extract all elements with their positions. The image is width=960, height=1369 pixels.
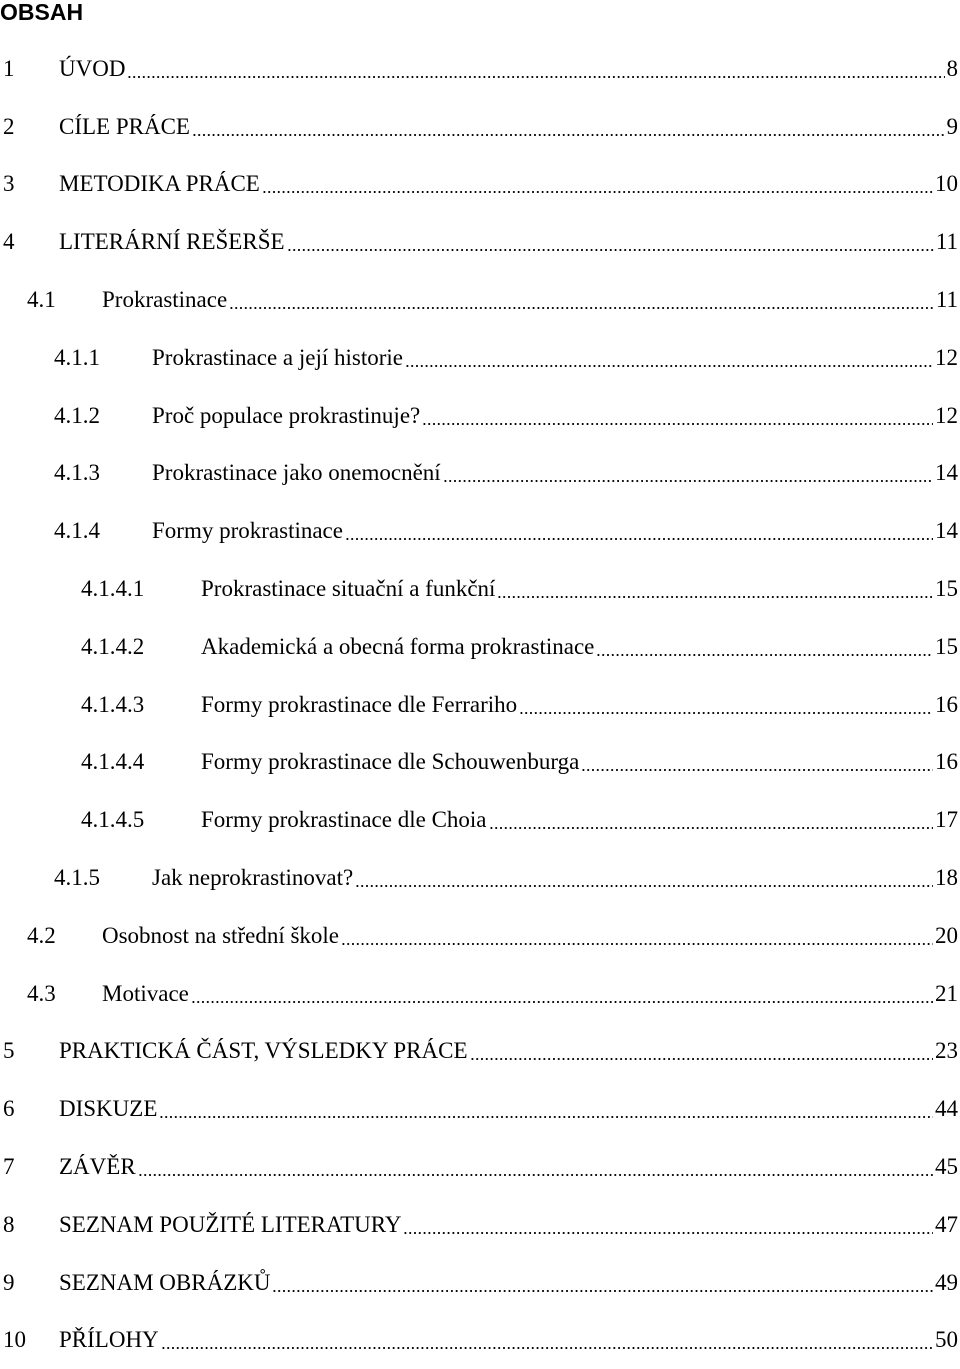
dot-leader bbox=[443, 459, 933, 487]
toc-entry-number: 4.2 bbox=[27, 922, 56, 948]
toc-entry-title: Formy prokrastinace dle Ferrariho bbox=[201, 691, 518, 717]
toc-entry-page-number: 47 bbox=[935, 1211, 958, 1237]
toc-entry-title: SEZNAM POUŽITÉ LITERATURY bbox=[59, 1211, 402, 1237]
toc-entry-page-number: 11 bbox=[935, 229, 958, 255]
toc-entry[interactable] bbox=[0, 329, 960, 387]
toc-entry-title: Formy prokrastinace dle Schouwenburga bbox=[201, 749, 580, 775]
toc-entry[interactable] bbox=[0, 907, 960, 965]
toc-entry-page-number: 18 bbox=[935, 865, 958, 891]
toc-entry[interactable] bbox=[0, 734, 960, 792]
toc-entry[interactable] bbox=[0, 849, 960, 907]
dot-leader bbox=[272, 1269, 933, 1297]
dot-leader bbox=[345, 517, 933, 545]
toc-entry-title: ÚVOD bbox=[59, 55, 126, 81]
toc-entry-title: Prokrastinace situační a funkční bbox=[201, 576, 496, 602]
toc-entry-title: Formy prokrastinace bbox=[152, 518, 343, 544]
toc-entry-page-number: 50 bbox=[935, 1327, 958, 1353]
toc-entry-title: Motivace bbox=[102, 980, 189, 1006]
dot-leader bbox=[138, 1153, 933, 1181]
toc-entry-page-number: 14 bbox=[935, 518, 958, 544]
toc-entry-number: 4.1.4.1 bbox=[81, 576, 145, 602]
toc-entry-page-number: 23 bbox=[935, 1038, 958, 1064]
dot-leader bbox=[497, 575, 933, 603]
toc-entry-number: 4.1.2 bbox=[54, 402, 100, 428]
toc-entry[interactable] bbox=[0, 98, 960, 156]
toc-entry[interactable] bbox=[0, 156, 960, 214]
toc-entry-number: 4.1 bbox=[27, 287, 56, 313]
toc-entry-number: 4.1.4.3 bbox=[81, 691, 145, 717]
toc-entry-number: 8 bbox=[3, 1211, 15, 1237]
toc-entry[interactable] bbox=[0, 1080, 960, 1138]
toc-entry[interactable] bbox=[0, 502, 960, 560]
dot-leader bbox=[519, 691, 933, 719]
toc-entry[interactable] bbox=[0, 618, 960, 676]
toc-entry-title: Jak neprokrastinovat? bbox=[152, 865, 354, 891]
toc-entry[interactable] bbox=[0, 965, 960, 1023]
toc-entry-title: PŘÍLOHY bbox=[59, 1327, 159, 1353]
toc-entry-number: 5 bbox=[3, 1038, 15, 1064]
table-of-contents bbox=[0, 40, 960, 1369]
toc-entry-title: ZÁVĚR bbox=[59, 1154, 136, 1180]
dot-leader bbox=[489, 806, 933, 834]
dot-leader bbox=[262, 170, 933, 198]
toc-entry[interactable] bbox=[0, 791, 960, 849]
toc-entry-number: 4.1.1 bbox=[54, 344, 100, 370]
dot-leader bbox=[287, 228, 934, 256]
toc-entry[interactable] bbox=[0, 1138, 960, 1196]
toc-entry-number: 4.1.4.4 bbox=[81, 749, 145, 775]
toc-entry-page-number: 21 bbox=[935, 980, 958, 1006]
dot-leader bbox=[229, 286, 934, 314]
toc-entry-title: SEZNAM OBRÁZKŮ bbox=[59, 1269, 271, 1295]
toc-heading: OBSAH bbox=[0, 0, 84, 25]
toc-entry-number: 4.1.5 bbox=[54, 865, 100, 891]
toc-entry-title: METODIKA PRÁCE bbox=[59, 171, 260, 197]
toc-entry-page-number: 14 bbox=[935, 460, 958, 486]
toc-entry[interactable] bbox=[0, 40, 960, 98]
toc-entry-title: DISKUZE bbox=[59, 1096, 158, 1122]
dot-leader bbox=[161, 1326, 933, 1354]
dot-leader bbox=[470, 1037, 933, 1065]
toc-entry-number: 7 bbox=[3, 1154, 15, 1180]
toc-entry[interactable] bbox=[0, 676, 960, 734]
toc-entry-page-number: 10 bbox=[935, 171, 958, 197]
toc-entry-number: 4.1.4.5 bbox=[81, 807, 145, 833]
toc-entry-number: 4 bbox=[3, 229, 15, 255]
dot-leader bbox=[403, 1211, 933, 1239]
toc-entry[interactable] bbox=[0, 445, 960, 503]
toc-entry-page-number: 44 bbox=[935, 1096, 958, 1122]
toc-entry-title: CÍLE PRÁCE bbox=[59, 113, 190, 139]
toc-entry[interactable] bbox=[0, 560, 960, 618]
toc-entry-number: 2 bbox=[3, 113, 15, 139]
toc-entry-number: 6 bbox=[3, 1096, 15, 1122]
toc-entry[interactable] bbox=[0, 271, 960, 329]
toc-entry-page-number: 15 bbox=[935, 576, 958, 602]
dot-leader bbox=[192, 113, 945, 141]
toc-entry-title: Prokrastinace a její historie bbox=[152, 344, 404, 370]
toc-entry-page-number: 16 bbox=[935, 749, 958, 775]
toc-entry-page-number: 12 bbox=[935, 344, 958, 370]
toc-entry-page-number: 20 bbox=[935, 922, 958, 948]
dot-leader bbox=[422, 402, 933, 430]
toc-entry-page-number: 8 bbox=[946, 55, 958, 81]
dot-leader bbox=[127, 55, 944, 83]
toc-entry-title: Akademická a obecná forma prokrastinace bbox=[201, 633, 595, 659]
toc-entry-number: 4.1.4.2 bbox=[81, 633, 145, 659]
toc-entry-title: Prokrastinace bbox=[102, 287, 228, 313]
toc-entry-title: Prokrastinace jako onemocnění bbox=[152, 460, 441, 486]
toc-entry-number: 3 bbox=[3, 171, 15, 197]
toc-entry-title: Formy prokrastinace dle Choia bbox=[201, 807, 487, 833]
toc-entry-page-number: 9 bbox=[946, 113, 958, 139]
dot-leader bbox=[341, 922, 933, 950]
toc-entry[interactable] bbox=[0, 387, 960, 445]
dot-leader bbox=[159, 1095, 933, 1123]
toc-entry-title: Osobnost na střední škole bbox=[102, 922, 340, 948]
toc-entry-page-number: 12 bbox=[935, 402, 958, 428]
toc-entry[interactable] bbox=[0, 1254, 960, 1312]
toc-entry-title: Proč populace prokrastinuje? bbox=[152, 402, 421, 428]
toc-entry-page-number: 11 bbox=[935, 287, 958, 313]
toc-entry-page-number: 16 bbox=[935, 691, 958, 717]
dot-leader bbox=[191, 980, 933, 1008]
toc-entry-page-number: 15 bbox=[935, 633, 958, 659]
toc-entry-title: LITERÁRNÍ REŠERŠE bbox=[59, 229, 285, 255]
toc-entry-number: 9 bbox=[3, 1269, 15, 1295]
toc-entry[interactable] bbox=[0, 1312, 960, 1369]
toc-entry[interactable] bbox=[0, 1023, 960, 1081]
toc-entry[interactable] bbox=[0, 213, 960, 271]
toc-entry-number: 10 bbox=[3, 1327, 26, 1353]
dot-leader bbox=[581, 748, 933, 776]
dot-leader bbox=[596, 633, 933, 661]
dot-leader bbox=[355, 864, 933, 892]
toc-entry-page-number: 49 bbox=[935, 1269, 958, 1295]
toc-entry-title: PRAKTICKÁ ČÁST, VÝSLEDKY PRÁCE bbox=[59, 1038, 468, 1064]
toc-entry-number: 4.1.4 bbox=[54, 518, 100, 544]
toc-entry-number: 4.1.3 bbox=[54, 460, 100, 486]
dot-leader bbox=[405, 344, 933, 372]
toc-entry-number: 1 bbox=[3, 55, 15, 81]
toc-entry-page-number: 17 bbox=[935, 807, 958, 833]
toc-entry-number: 4.3 bbox=[27, 980, 56, 1006]
toc-entry-page-number: 45 bbox=[935, 1154, 958, 1180]
toc-entry[interactable] bbox=[0, 1196, 960, 1254]
